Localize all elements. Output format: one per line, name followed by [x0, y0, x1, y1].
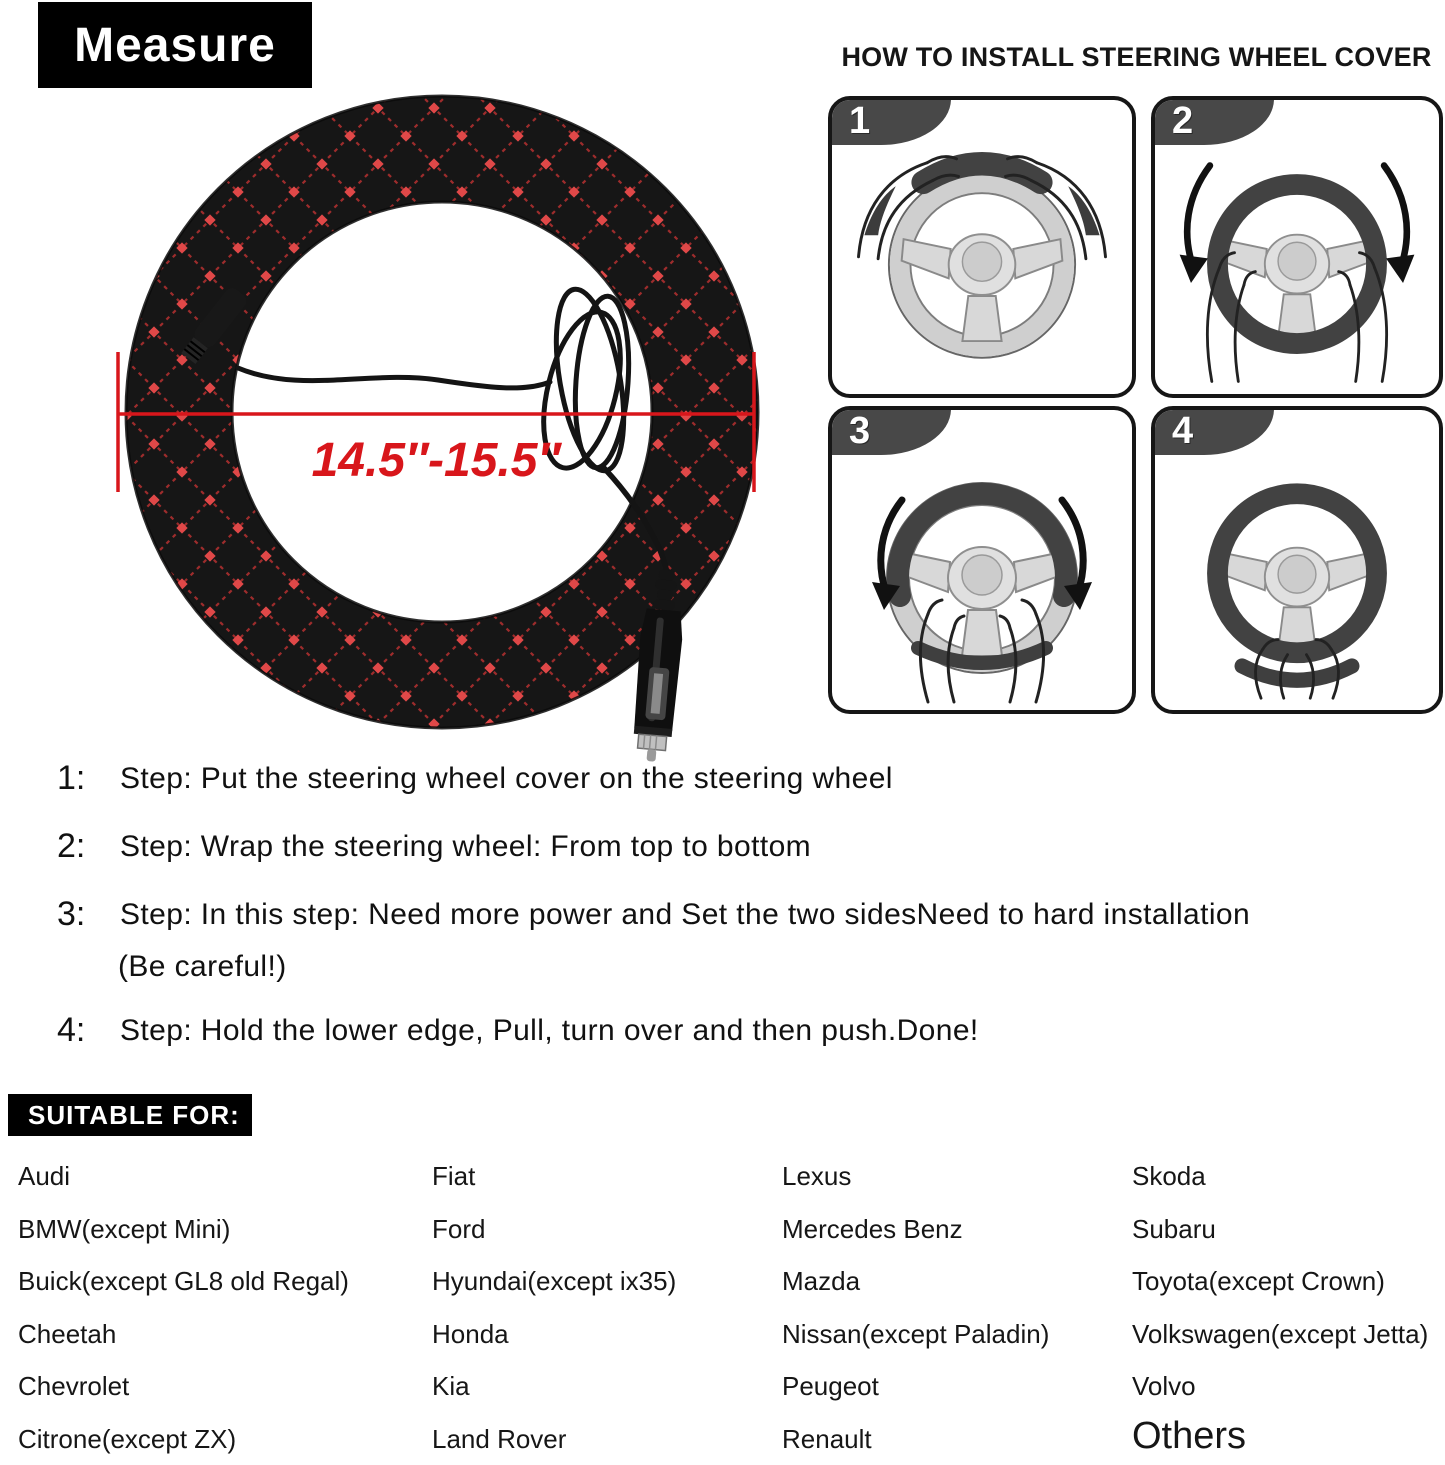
brand-item: Volkswagen(except Jetta) [1132, 1308, 1428, 1361]
brand-column-4 [1132, 1150, 1428, 1465]
panel-2-number-badge: 2 [1154, 99, 1274, 145]
brand-column-1 [18, 1150, 349, 1465]
step-3-text: Step: In this step: Need more power and Set the two sidesNeed to hard installation [120, 898, 1250, 931]
step-1 [57, 762, 893, 796]
brand-item: Hyundai(except ix35) [432, 1255, 676, 1308]
brand-item: Fiat [432, 1150, 676, 1203]
brand-column-2 [432, 1150, 676, 1465]
brand-item: Citrone(except ZX) [18, 1413, 349, 1465]
suitable-for-label-box [8, 1094, 252, 1136]
brand-item: Renault [782, 1413, 1049, 1465]
brand-item: Nissan(except Paladin) [782, 1308, 1049, 1361]
brand-item: Toyota(except Crown) [1132, 1255, 1428, 1308]
brand-item: Lexus [782, 1150, 1049, 1203]
brand-item: Audi [18, 1150, 349, 1203]
step-3-continuation: (Be careful!) [118, 950, 287, 984]
brand-item: BMW(except Mini) [18, 1203, 349, 1256]
install-panel-3 [828, 406, 1136, 714]
panel-1-number-badge: 1 [831, 99, 951, 145]
brand-item: Buick(except GL8 old Regal) [18, 1255, 349, 1308]
install-panels [828, 96, 1445, 714]
install-panel-2 [1151, 96, 1443, 398]
step-2-number: 2: [57, 827, 85, 866]
step-2 [57, 830, 811, 864]
step-4-number: 4: [57, 1011, 85, 1050]
brand-item: Land Rover [432, 1413, 676, 1465]
measurement-text: 14.5″-15.5″ [312, 434, 563, 487]
panel-3-number-badge: 3 [831, 409, 951, 455]
install-panel-1 [828, 96, 1136, 398]
brand-item: Subaru [1132, 1203, 1428, 1256]
step-3-number: 3: [57, 895, 85, 934]
panel-4-number-badge: 4 [1154, 409, 1274, 455]
install-panel-4 [1151, 406, 1443, 714]
steering-wheel [889, 172, 1075, 358]
panel-3-illustration [832, 410, 1132, 710]
brand-item-others: Others [1132, 1413, 1428, 1465]
brand-item: Skoda [1132, 1150, 1428, 1203]
step-4 [57, 1014, 979, 1048]
step-1-text: Step: Put the steering wheel cover on the steering wheel [120, 762, 893, 795]
cover-lower-edge [1242, 666, 1352, 680]
measure-label: Measure [74, 18, 276, 73]
brand-item: Mercedes Benz [782, 1203, 1049, 1256]
install-guide-title: HOW TO INSTALL STEERING WHEEL COVER [828, 42, 1445, 73]
brand-column-3 [782, 1150, 1049, 1465]
step-3 [57, 898, 1250, 932]
brand-item: Mazda [782, 1255, 1049, 1308]
step-1-number: 1: [57, 759, 85, 798]
brand-item: Cheetah [18, 1308, 349, 1361]
measure-label-box [38, 2, 312, 88]
brand-item: Ford [432, 1203, 676, 1256]
power-cable [238, 284, 667, 574]
brand-item: Peugeot [782, 1360, 1049, 1413]
brand-item: Chevrolet [18, 1360, 349, 1413]
brand-item: Volvo [1132, 1360, 1428, 1413]
panel-4-illustration [1155, 410, 1439, 710]
brand-item: Honda [432, 1308, 676, 1361]
step-2-text: Step: Wrap the steering wheel: From top to bottom [120, 830, 811, 863]
step-4-text: Step: Hold the lower edge, Pull, turn over and then push.Done! [120, 1014, 979, 1047]
product-photo [70, 80, 790, 780]
brand-item: Kia [432, 1360, 676, 1413]
suitable-for-label: SUITABLE FOR: [8, 1100, 240, 1131]
